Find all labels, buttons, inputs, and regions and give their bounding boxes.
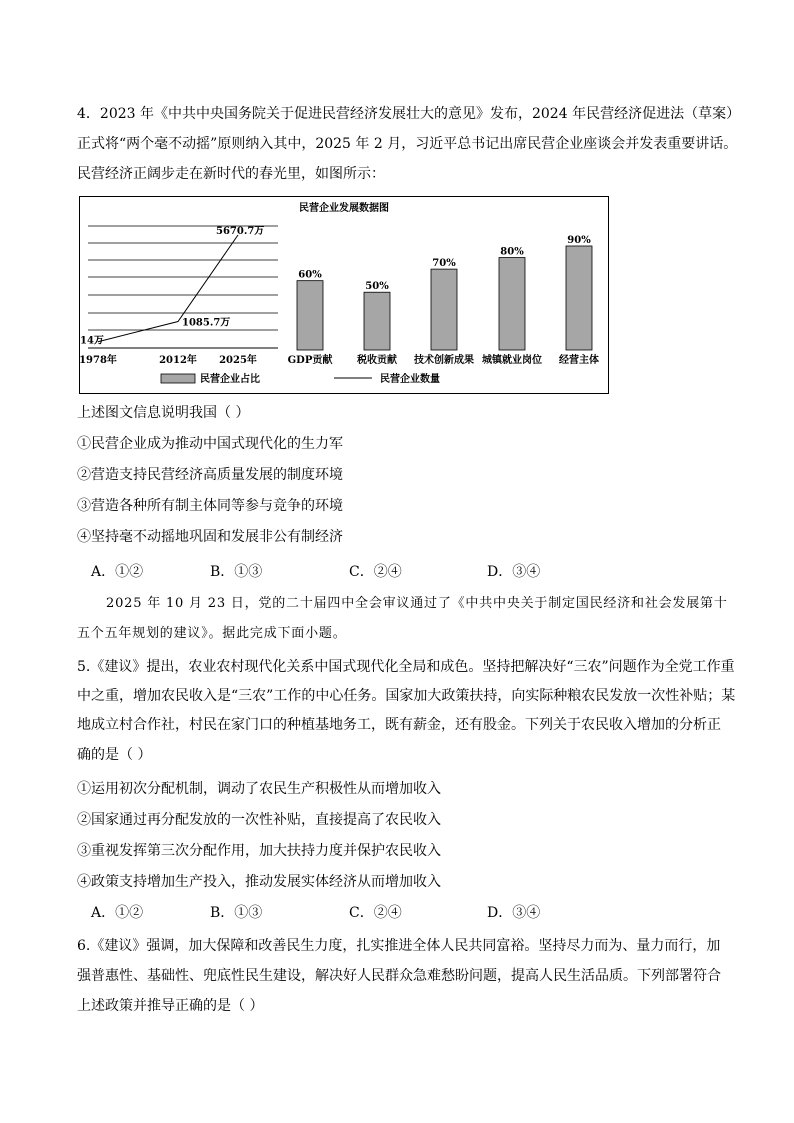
q4-option-3: ③营造各种所有制主体同等参与竞争的环境 [77,498,343,514]
q6-text-line-3: 上述政策并推导正确的是（ ） [77,998,264,1014]
chart-legend [161,372,440,385]
line-chart-series [80,225,264,366]
q5-choice-b[interactable]: B．①③ [210,905,263,921]
bar-value-label-4: 80% [500,246,524,258]
bar-category-label-4: 城镇就业岗位 [482,355,542,366]
q4-text-line-2: 正式将“两个毫不动摇”原则纳入其中，2025 年 2 月，习近平总书记出席民营企业座谈会并发表重要讲话。 [77,136,738,152]
q5-text-line-1: 5.《建议》提出，农业农村现代化关系中国式现代化全局和成色。坚持把解决好“三农”问题作为全党工作重 [77,659,735,675]
data-chart [79,196,609,394]
line-x-tick-3: 2025年 [219,355,257,366]
q4-text-line-1: 4．2023 年《中共中央国务院关于促进民营经济发展壮大的意见》发布，2024 年民营经济促进法（草案） [77,106,741,122]
q5-choice-a[interactable]: A．①② [91,905,144,921]
bar-category-label-3: 技术创新成果 [414,355,474,366]
q5-option-1: ①运用初次分配机制，调动了农民生产积极性从而增加收入 [77,781,441,797]
line-x-tick-2: 2012年 [159,355,197,366]
q6-text-line-2: 强普惠性、基础性、兜底性民生建设，解决好人民群众急难愁盼问题，提高人民生活品质。下列部署符合 [77,968,721,984]
q4-choice-d[interactable]: D．③④ [487,564,541,580]
line-value-label-2: 1085.7万 [182,317,231,329]
q5-option-4: ④政策支持增加生产投入，推动发展实体经济从而增加收入 [77,874,441,890]
q4-choices [0,562,794,582]
bar-value-label-2: 50% [365,281,389,293]
legend-line-label: 民营企业数量 [380,374,440,385]
bar-value-label-3: 70% [432,258,456,270]
bar-category-label-5: 经营主体 [559,355,599,366]
q4-choice-a[interactable]: A．①② [91,564,144,580]
q5-option-2: ②国家通过再分配发放的一次性补贴，直接提高了农民收入 [77,812,441,828]
q4-option-4: ④坚持毫不动摇地巩固和发展非公有制经济 [77,529,343,545]
bar-category-label-2: 税收贡献 [357,355,397,366]
bar-5 [566,246,592,350]
legend-bar-swatch [161,374,195,383]
bar-2 [364,292,390,350]
q4-text-line-3: 民营经济正阔步走在新时代的春光里，如图所示： [77,166,385,182]
legend-bar-label: 民营企业占比 [200,374,260,385]
bar-category-label-1: GDP贡献 [287,355,333,366]
chart-svg [80,197,608,393]
line-chart-grid [88,226,278,348]
chart-title: 民营企业发展数据图 [299,203,389,214]
line-x-tick-1: 1978年 [80,355,117,366]
bar-4 [499,258,525,350]
intro-line-1: 2025 年 10 月 23 日，党的二十届四中全会审议通过了《中共中央关于制定国民经济和社会发展第十 [106,596,728,611]
q5-choice-c[interactable]: C．②④ [349,905,402,921]
q5-text-line-3: 地成立村合作社，村民在家门口的种植基地务工，既有薪金，还有股金。下列关于农民收入增加的分析正 [77,717,721,733]
q5-option-3: ③重视发挥第三次分配作用，加大扶持力度并保护农民收入 [77,843,441,859]
q4-option-2: ②营造支持民营经济高质量发展的制度环境 [77,467,343,483]
q5-choice-d[interactable]: D．③④ [487,905,541,921]
line-value-label-1: 14万 [80,335,104,347]
bar-3 [431,269,457,350]
line-value-label-3: 5670.7万 [216,226,265,237]
bar-chart-series [288,235,599,366]
q5-choices [0,903,794,923]
q5-text-line-2: 中之重，增加农民收入是“三农”工作的中心任务。国家加大政策扶持，向实际种粮农民发放一次性补贴；某 [77,688,736,704]
q6-text-line-1: 6.《建议》强调，加大保障和改善民生力度，扎实推进全体人民共同富裕。坚持尽力而为、量力而行，加 [77,938,721,954]
q5-text-line-4: 确的是（ ） [77,747,152,763]
q4-option-1: ①民营企业成为推动中国式现代化的生力军 [77,436,343,452]
q4-stem: 上述图文信息说明我国（ ） [77,405,250,421]
bar-value-label-5: 90% [567,235,591,246]
q4-choice-c[interactable]: C．②④ [349,564,402,580]
intro-line-2: 五个五年规划的建议》。据此完成下面小题。 [77,626,347,641]
bar-value-label-1: 60% [298,269,322,281]
q4-choice-b[interactable]: B．①③ [210,564,263,580]
bar-1 [297,281,323,350]
